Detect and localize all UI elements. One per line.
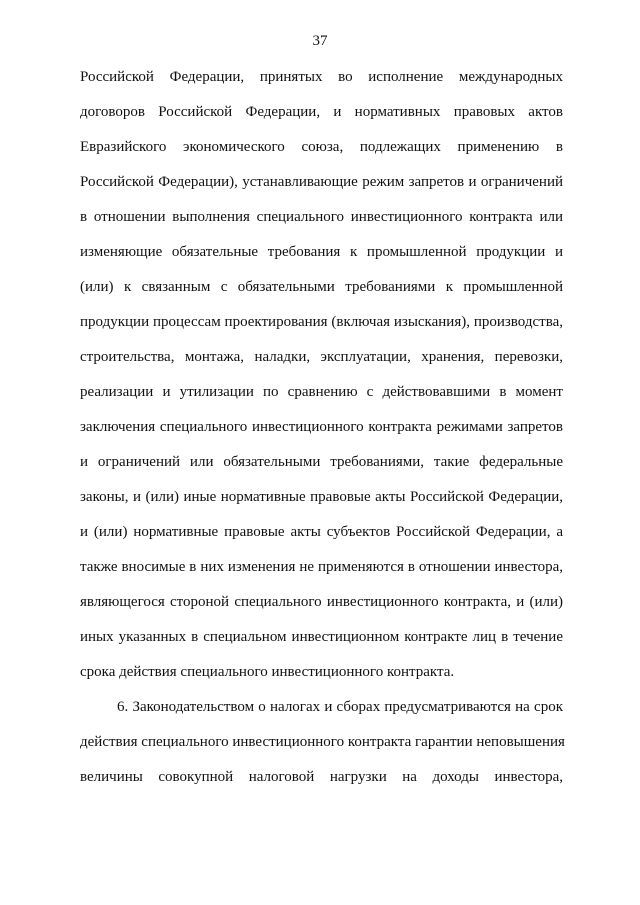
- text-line: срока действия специального инвестиционного контракта.: [80, 664, 455, 680]
- text-line: действия специального инвестиционного контракта гарантии неповышения: [80, 734, 565, 750]
- page-number: 37: [312, 33, 328, 49]
- text-line: изменяющие обязательные требования к промышленной продукции и: [80, 244, 563, 260]
- text-line: реализации и утилизации по сравнению с действовавшими в момент: [80, 384, 563, 400]
- text-line: заключения специального инвестиционного контракта режимами запретов: [80, 419, 563, 435]
- text-line: Евразийского экономического союза, подлежащих применению в: [80, 139, 563, 155]
- text-line: законы, и (или) иные нормативные правовые акты Российской Федерации,: [80, 489, 563, 505]
- text-line: 6. Законодательством о налогах и сборах предусматриваются на срок: [117, 699, 563, 715]
- text-line: являющегося стороной специального инвестиционного контракта, и (или): [80, 594, 563, 610]
- text-line: договоров Российской Федерации, и нормативных правовых актов: [80, 104, 563, 120]
- text-line: (или) к связанным с обязательными требованиями к промышленной: [80, 279, 563, 295]
- text-line: и (или) нормативные правовые акты субъектов Российской Федерации, а: [80, 524, 563, 540]
- text-line: строительства, монтажа, наладки, эксплуатации, хранения, перевозки,: [80, 349, 563, 365]
- text-line: также вносимые в них изменения не применяются в отношении инвестора,: [80, 559, 563, 575]
- text-line: Российской Федерации), устанавливающие режим запретов и ограничений: [80, 174, 563, 190]
- text-line: и ограничений или обязательными требованиями, такие федеральные: [80, 454, 563, 470]
- text-line: величины совокупной налоговой нагрузки на доходы инвестора,: [80, 769, 563, 785]
- text-line: Российской Федерации, принятых во исполнение международных: [80, 69, 563, 85]
- text-line: в отношении выполнения специального инвестиционного контракта или: [80, 209, 563, 225]
- text-line: иных указанных в специальном инвестиционном контракте лиц в течение: [80, 629, 563, 645]
- text-line: продукции процессам проектирования (включая изыскания), производства,: [80, 314, 563, 330]
